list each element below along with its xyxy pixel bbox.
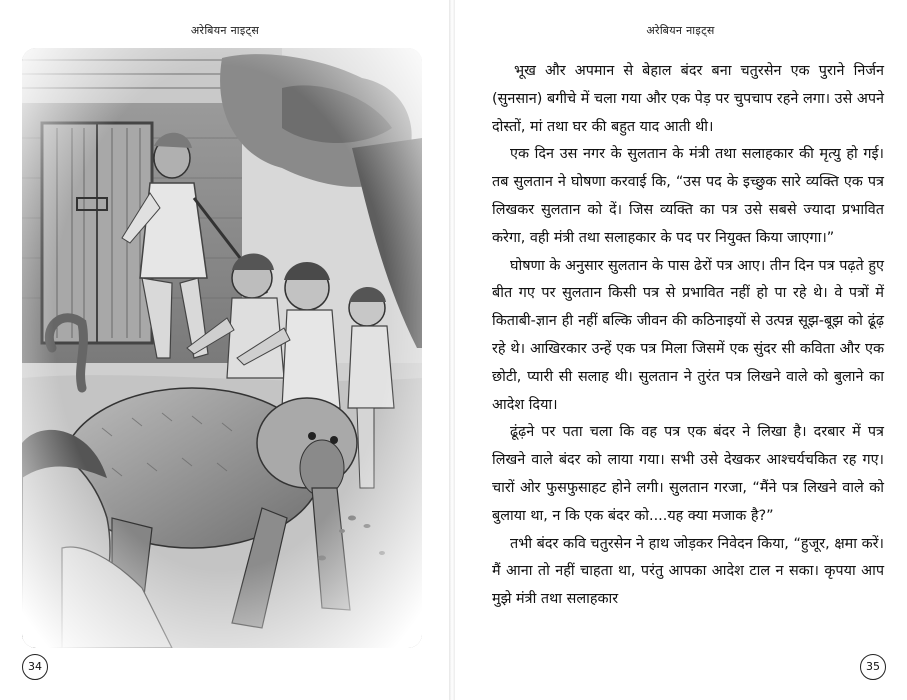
paragraph-1: भूख और अपमान से बेहाल बंदर बना चतुरसेन एक पुराने निर्जन (सुनसान) बगीचे में चला गया और एक पेड़ पर चुपचाप रहने लगा। उसे अपने दोस्तों, मां तथा घर की बहुत याद आती थी। [492,63,884,135]
monkey-and-children-illustration [22,48,422,648]
left-page [0,0,450,700]
right-running-head: अरेबियन नाइट्स [646,24,715,37]
paragraph-4: ढूंढ़ने पर पता चला कि वह पत्र एक बंदर ने लिखा है। दरबार में पत्र लिखने वाले बंदर को लाया गया। सभी उसे देखकर आश्चर्यचकित रह गए। चारों ओर फुसफुसाहट होने लगी। सुलतान गरजा, “मैंने पत्र लिखने वाले को बुलाया था, न कि एक बंदर को....यह क्या मजाक है?” [492,424,884,524]
page-number-left: 34 [22,654,48,680]
paragraph-5: तभी बंदर कवि चतुरसेन ने हाथ जोड़कर निवेदन किया, “हुजूर, क्षमा करें। मैं आना तो नहीं चाहता था, परंतु आपका आदेश टाल न सका। कृपया आप मुझे मंत्री तथा सलाहकार [492,535,884,608]
left-running-head: अरेबियन नाइट्स [190,24,260,37]
paragraph-3: घोषणा के अनुसार सुलतान के पास ढेरों पत्र आए। तीन दिन पत्र पढ़ते हुए बीत गए पर सुलतान किसी पत्र से प्रभावित नहीं हो पा रहे थे। वे पत्रों में किताबी-ज्ञान ही नहीं बल्कि जीवन की कठिनाइयों से उत्पन्न सूझ-बूझ को ढूंढ़ रहे थे। आखिरकार उन्हें एक पत्र मिला जिसमें एक सुंदर सी कविता और एक छोटी, प्यारी सी सलाह थी। सुलतान ने तुरंत पत्र लिखने वाले को बुलाने का आदेश दिया। [492,257,884,413]
page-number-right: 35 [860,654,886,680]
paragraph-2: एक दिन उस नगर के सुलतान के मंत्री तथा सलाहकार की मृत्यु हो गई। तब सुलतान ने घोषणा करवाई कि, “उस पद के इच्छुक सारे व्यक्ति एक पत्र लिखकर सुलतान को दें। जिस व्यक्ति का पत्र उसे सबसे ज्यादा प्रभावित करेगा, वही मंत्री तथा सलाहकार के पद पर नियुक्त किया जाएगा।” [492,146,884,246]
story-text [492,58,884,614]
right-page [454,0,907,700]
